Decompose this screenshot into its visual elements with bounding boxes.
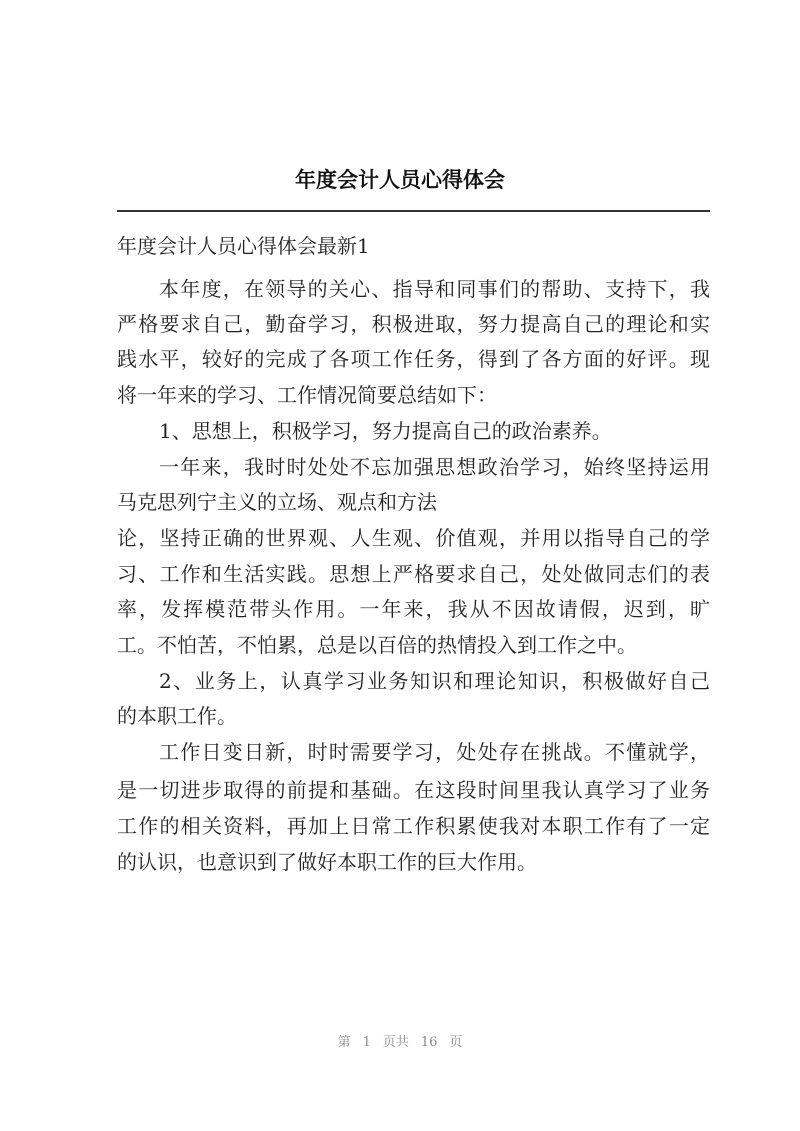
paragraph-line: 的本职工作。 (117, 704, 237, 728)
paragraph-line: 将一年来的学习、工作情况简要总结如下： (117, 383, 497, 407)
paragraph-line: 工。不怕苦，不怕累，总是以百倍的热情投入到工作之中。 (117, 633, 637, 657)
page-footer (0, 1031, 800, 1050)
document-title: 年度会计人员心得体会 (295, 168, 505, 192)
paragraph-line: 一年来，我时时处处不忘加强思想政治学习，始终坚持运用 (159, 455, 710, 479)
current-page: 1 (362, 1035, 371, 1050)
paragraph-line: 论，坚持正确的世界观、人生观、价值观，并用以指导自己的学 (117, 526, 710, 550)
paragraph-line: 率，发挥模范带头作用。一年来，我从不因故请假，迟到，旷 (117, 597, 710, 621)
paragraph-line: 严格要求自己，勤奋学习，积极进取，努力提高自己的理论和实 (117, 312, 710, 336)
paragraph-line: 2、业务上，认真学习业务知识和理论知识，积极做好自己 (159, 669, 710, 693)
footer-mid: 页共 (382, 1035, 409, 1050)
paragraph-line: 习、工作和生活实践。思想上严格要求自己，处处做同志们的表 (117, 562, 710, 586)
paragraph-line: 1、思想上，积极学习，努力提高自己的政治素养。 (159, 419, 612, 443)
paragraph-line: 是一切进步取得的前提和基础。在这段时间里我认真学习了业务 (117, 778, 710, 802)
paragraph-line: 的认识，也意识到了做好本职工作的巨大作用。 (117, 850, 537, 874)
paragraph-line: 践水平，较好的完成了各项工作任务，得到了各方面的好评。现 (117, 347, 710, 371)
paragraph-line: 马克思列宁主义的立场、观点和方法 (117, 490, 437, 514)
paragraph-line: 本年度，在领导的关心、指导和同事们的帮助、支持下，我 (159, 277, 710, 301)
footer-suffix: 页 (449, 1035, 463, 1050)
paragraph-line: 工作日变日新，时时需要学习，处处存在挑战。不懂就学， (159, 740, 710, 764)
total-pages: 16 (420, 1035, 438, 1050)
footer-prefix: 第 (337, 1035, 351, 1050)
title-divider (117, 210, 710, 212)
section-heading: 年度会计人员心得体会最新1 (117, 234, 370, 258)
paragraph-line: 工作的相关资料，再加上日常工作积累使我对本职工作有了一定 (117, 814, 710, 838)
